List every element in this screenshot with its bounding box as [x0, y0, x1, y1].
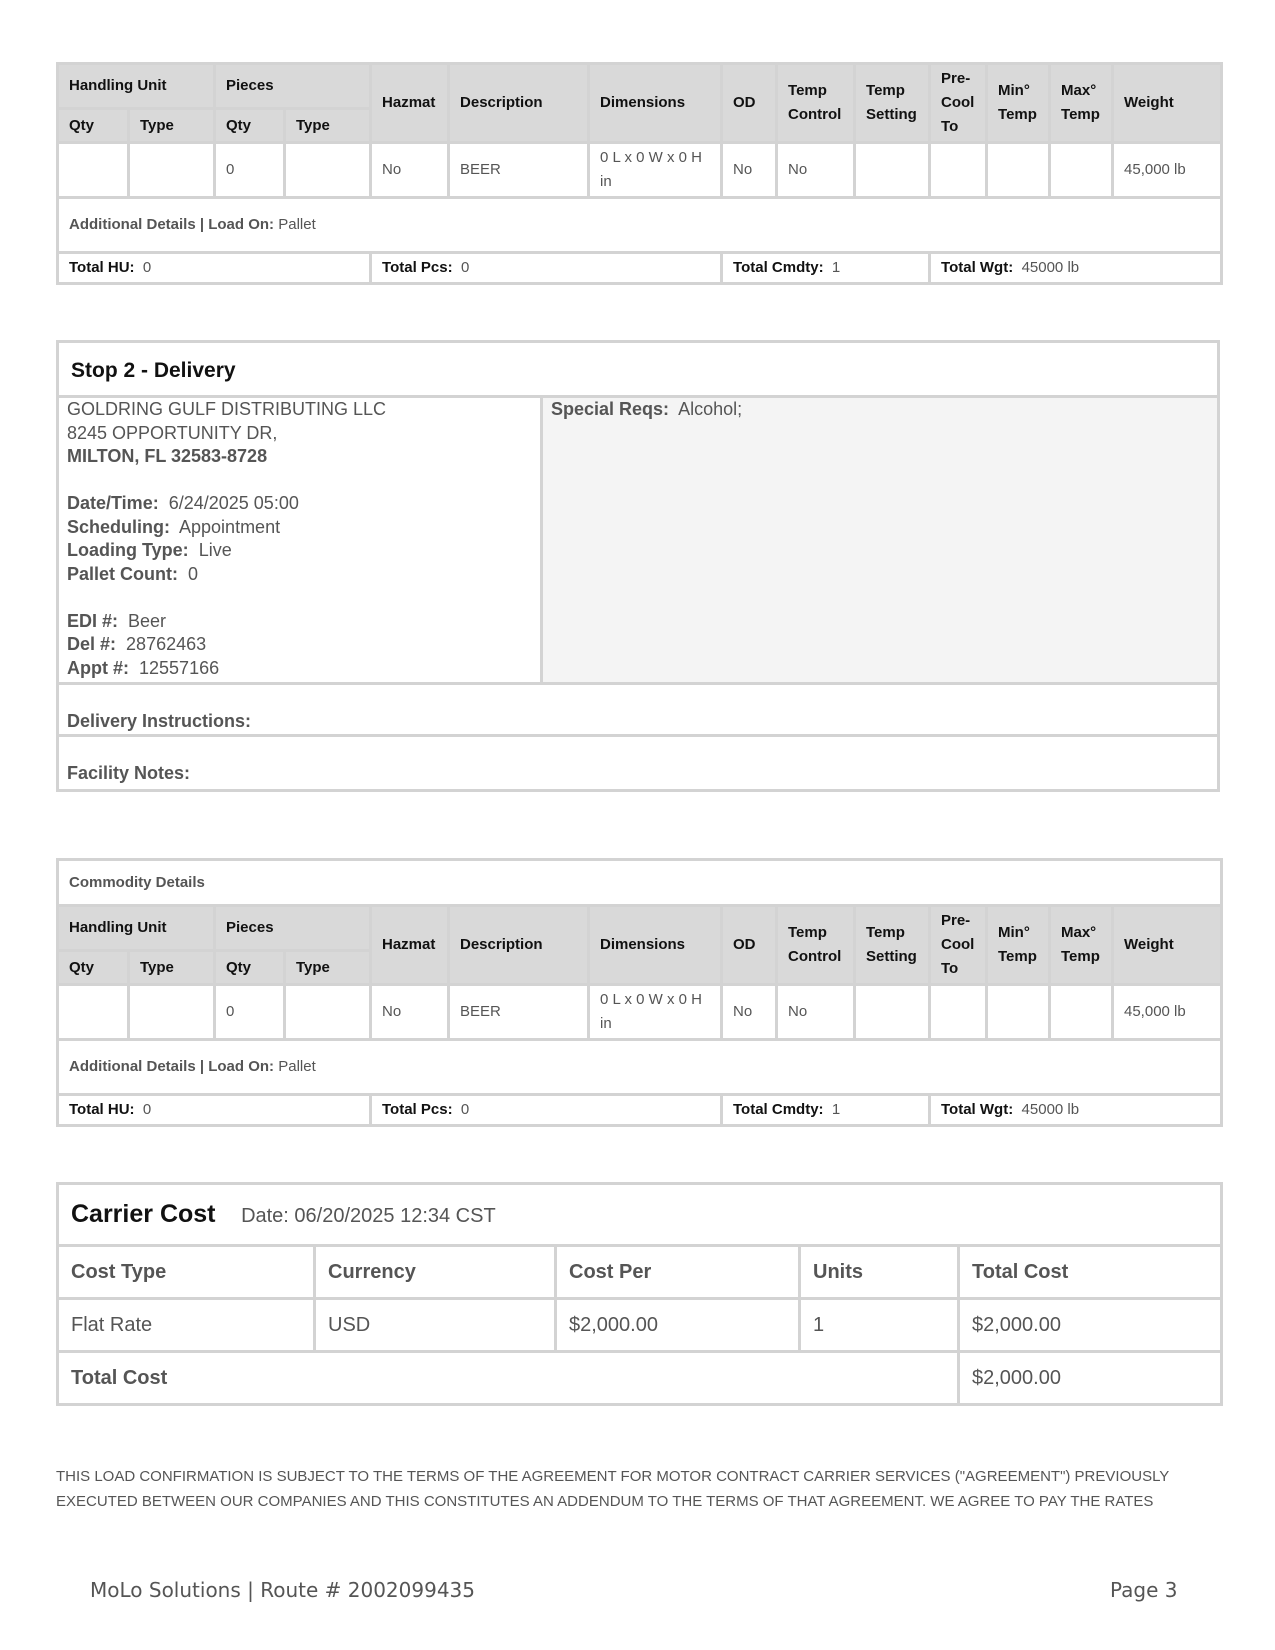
total-hu-label: Total HU: [69, 259, 135, 276]
datetime-value: 6/24/2025 05:00 [168, 493, 299, 513]
additional-details-label: Additional Details | Load On: [69, 1058, 275, 1075]
table-row [58, 143, 1222, 198]
od-cell: No [722, 985, 777, 1040]
total-cost-cell: $2,000.00 [959, 1299, 1222, 1352]
total-hu-label: Total HU: [69, 1101, 135, 1118]
weight-header: Weight [1113, 906, 1222, 985]
special-reqs-label: Special Reqs: [551, 399, 670, 419]
stop-address-panel [59, 398, 543, 682]
appt-label: Appt #: [67, 657, 129, 678]
total-pcs-value: 0 [460, 259, 470, 276]
temp-setting-cell [855, 985, 930, 1040]
edi-value: Beer [128, 610, 167, 631]
od-header: OD [722, 906, 777, 985]
pc-qty-header: Qty [215, 951, 285, 985]
total-wgt-value: 45000 lb [1021, 259, 1080, 276]
min-temp-header: Min° Temp [987, 906, 1050, 985]
appt-value: 12557166 [139, 657, 220, 678]
handling-unit-header: Handling Unit [58, 64, 215, 109]
max-temp-header: Max° Temp [1050, 906, 1113, 985]
pc-type-cell [285, 143, 371, 198]
max-temp-header: Max° Temp [1050, 64, 1113, 143]
additional-details-label: Additional Details | Load On: [69, 216, 275, 233]
pallet-count-value: 0 [188, 563, 199, 584]
pallet-count-label: Pallet Count: [67, 563, 178, 584]
total-pcs [371, 253, 722, 284]
city-state-zip: MILTON, FL 32583-8728 [67, 446, 268, 466]
handling-unit-header: Handling Unit [58, 906, 215, 951]
pc-type-header: Type [285, 109, 371, 143]
description-cell: BEER [449, 143, 589, 198]
max-temp-cell [1050, 985, 1113, 1040]
hazmat-header: Hazmat [371, 906, 449, 985]
units-header: Units [800, 1246, 959, 1299]
carrier-cost-header [58, 1184, 1222, 1246]
cost-type-cell: Flat Rate [58, 1299, 315, 1352]
carrier-cost-title: Carrier Cost [71, 1200, 216, 1228]
weight-cell: 45,000 lb [1113, 985, 1222, 1040]
temp-setting-cell [855, 143, 930, 198]
hu-qty-cell [58, 143, 129, 198]
temp-control-header: Temp Control [777, 64, 855, 143]
od-header: OD [722, 64, 777, 143]
datetime-line [67, 492, 532, 516]
address-line: 8245 OPPORTUNITY DR, [67, 422, 278, 443]
weight-cell: 45,000 lb [1113, 143, 1222, 198]
table-row [58, 1299, 1222, 1352]
hu-qty-cell [58, 985, 129, 1040]
min-temp-cell [987, 143, 1050, 198]
temp-setting-header: Temp Setting [855, 64, 930, 143]
edi-line [67, 610, 532, 634]
total-wgt [930, 253, 1222, 284]
special-reqs-value: Alcohol; [678, 399, 743, 419]
del-label: Del #: [67, 634, 117, 654]
pc-qty-cell: 0 [215, 985, 285, 1040]
total-wgt-label: Total Wgt: [941, 259, 1014, 276]
description-header: Description [449, 906, 589, 985]
pc-type-header: Type [285, 951, 371, 985]
hu-type-cell [129, 143, 215, 198]
total-cmdty-label: Total Cmdty: [733, 259, 824, 276]
additional-details [58, 1040, 1222, 1095]
pieces-header: Pieces [215, 64, 371, 109]
total-pcs-label: Total Pcs: [382, 259, 453, 276]
hazmat-header: Hazmat [371, 64, 449, 143]
total-cmdty-value: 1 [831, 1101, 841, 1118]
delivery-instructions-label: Delivery Instructions: [59, 685, 1217, 737]
total-cost-header: Total Cost [959, 1246, 1222, 1299]
hu-type-header: Type [129, 951, 215, 985]
appt-line [67, 657, 532, 681]
hu-qty-header: Qty [58, 109, 129, 143]
weight-header: Weight [1113, 64, 1222, 143]
total-pcs [371, 1095, 722, 1126]
temp-control-header: Temp Control [777, 906, 855, 985]
scheduling-value: Appointment [179, 516, 281, 537]
currency-cell: USD [315, 1299, 556, 1352]
carrier-cost-section [56, 1182, 1220, 1406]
disclaimer-text: THIS LOAD CONFIRMATION IS SUBJECT TO THE TERMS OF THE AGREEMENT FOR MOTOR CONTRACT CARRIER SERVICES ("AGREEMENT") PREVIOUSLY EXECUTED BETWEEN OUR COMPANIES AND THIS CONSTITUTES AN ADDENDUM TO THE TERMS OF THAT AGREEMENT. WE AGREE TO PAY THE RATES [56, 1468, 1170, 1510]
company-name: GOLDRING GULF DISTRIBUTING LLC [67, 399, 387, 419]
total-hu-value: 0 [142, 259, 152, 276]
datetime-label: Date/Time: [67, 493, 159, 513]
loading-type-label: Loading Type: [67, 540, 189, 560]
edi-label: EDI #: [67, 610, 119, 631]
pc-type-cell [285, 985, 371, 1040]
cost-type-header: Cost Type [58, 1246, 315, 1299]
units-cell: 1 [800, 1299, 959, 1352]
currency-header: Currency [315, 1246, 556, 1299]
temp-setting-header: Temp Setting [855, 906, 930, 985]
description-cell: BEER [449, 985, 589, 1040]
del-line [67, 633, 532, 657]
commodity-details-title: Commodity Details [58, 860, 1222, 906]
loading-type-line [67, 539, 532, 563]
additional-details [58, 198, 1222, 253]
pre-cool-to-cell [930, 985, 987, 1040]
total-cmdty [722, 1095, 930, 1126]
loading-type-value: Live [198, 540, 232, 560]
dimensions-cell: 0 L x 0 W x 0 H in [589, 985, 722, 1040]
pre-cool-to-header: Pre-Cool To [930, 906, 987, 985]
stop-title: Stop 2 - Delivery [59, 343, 1217, 398]
total-cmdty [722, 253, 930, 284]
description-header: Description [449, 64, 589, 143]
scheduling-label: Scheduling: [67, 516, 170, 537]
footer-route: MoLo Solutions | Route # 2002099435 [90, 1578, 475, 1602]
commodity-table-2 [56, 858, 1220, 1127]
pc-qty-cell: 0 [215, 143, 285, 198]
od-cell: No [722, 143, 777, 198]
stop-2-section [56, 340, 1220, 792]
special-reqs-panel [543, 398, 1217, 682]
total-pcs-label: Total Pcs: [382, 1101, 453, 1118]
total-hu [58, 1095, 371, 1126]
commodity-table-1 [56, 62, 1220, 285]
total-wgt [930, 1095, 1222, 1126]
carrier-cost-date: Date: 06/20/2025 12:34 CST [241, 1205, 496, 1227]
total-cost-label: Total Cost [58, 1352, 959, 1405]
max-temp-cell [1050, 143, 1113, 198]
scheduling-line [67, 516, 532, 540]
dimensions-header: Dimensions [589, 906, 722, 985]
hu-qty-header: Qty [58, 951, 129, 985]
pieces-header: Pieces [215, 906, 371, 951]
dimensions-cell: 0 L x 0 W x 0 H in [589, 143, 722, 198]
hazmat-cell: No [371, 143, 449, 198]
total-pcs-value: 0 [460, 1101, 470, 1118]
min-temp-header: Min° Temp [987, 64, 1050, 143]
facility-notes-label: Facility Notes: [67, 763, 191, 783]
temp-control-cell: No [777, 985, 855, 1040]
hu-type-cell [129, 985, 215, 1040]
pallet-count-line [67, 563, 532, 587]
min-temp-cell [987, 985, 1050, 1040]
total-hu-value: 0 [142, 1101, 152, 1118]
cost-per-cell: $2,000.00 [556, 1299, 800, 1352]
total-wgt-value: 45000 lb [1021, 1101, 1080, 1118]
del-value: 28762463 [126, 634, 207, 654]
total-cmdty-label: Total Cmdty: [733, 1101, 824, 1118]
total-cost-value: $2,000.00 [959, 1352, 1222, 1405]
table-row [58, 985, 1222, 1040]
footer-page-number: Page 3 [1110, 1578, 1178, 1602]
total-hu [58, 253, 371, 284]
total-wgt-label: Total Wgt: [941, 1101, 1014, 1118]
hazmat-cell: No [371, 985, 449, 1040]
pre-cool-to-header: Pre-Cool To [930, 64, 987, 143]
load-on-value: Pallet [278, 216, 316, 233]
dimensions-header: Dimensions [589, 64, 722, 143]
pc-qty-header: Qty [215, 109, 285, 143]
load-on-value: Pallet [278, 1058, 316, 1075]
hu-type-header: Type [129, 109, 215, 143]
temp-control-cell: No [777, 143, 855, 198]
cost-per-header: Cost Per [556, 1246, 800, 1299]
pre-cool-to-cell [930, 143, 987, 198]
total-cmdty-value: 1 [831, 259, 841, 276]
